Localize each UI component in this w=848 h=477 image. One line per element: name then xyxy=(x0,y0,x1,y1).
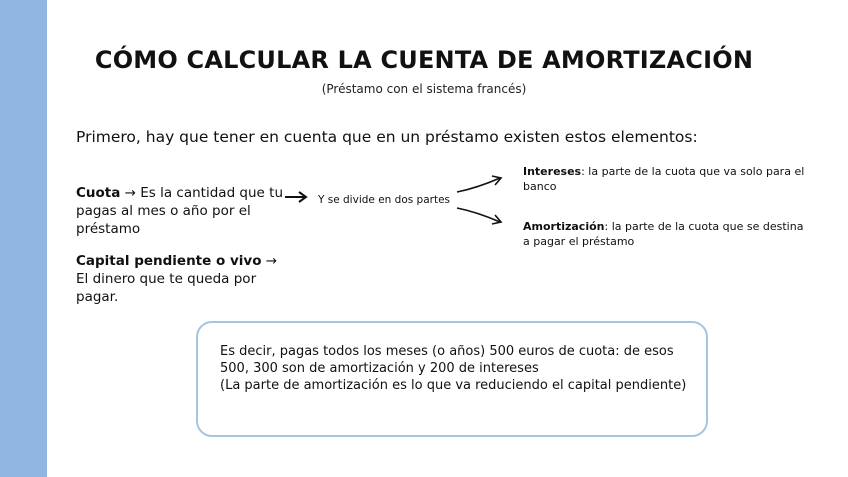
slide-title: CÓMO CALCULAR LA CUENTA DE AMORTIZACIÓN xyxy=(94,46,754,74)
definition-text: Es la cantidad que tu pagas al mes o año por el préstamo xyxy=(76,185,283,237)
definition-text: El dinero que te queda por pagar. xyxy=(76,271,257,305)
definition-term: Capital pendiente o vivo xyxy=(76,253,262,269)
split-label: Y se divide en dos partes xyxy=(318,194,451,206)
definition-capital xyxy=(76,252,288,306)
branch-term: Intereses xyxy=(523,165,582,178)
note-line: (La parte de amortización es lo que va reduciendo el capital pendiente) xyxy=(220,378,687,393)
right-arrow-icon xyxy=(284,189,310,205)
slide-subtitle: (Préstamo con el sistema francés) xyxy=(321,82,527,96)
note-line: 500, 300 son de amortización y 200 de intereses xyxy=(220,361,539,376)
definition-cuota xyxy=(76,184,288,238)
definition-term: Cuota xyxy=(76,185,121,201)
intro-text: Primero, hay que tener en cuenta que en un préstamo existen estos elementos: xyxy=(76,128,698,146)
arrow-glyph: → xyxy=(265,253,278,269)
branch-text: : la parte de la cuota que va solo para el banco xyxy=(523,165,805,193)
arrow-glyph: → xyxy=(124,185,136,201)
branch-intereses xyxy=(523,164,813,194)
branch-amortizacion xyxy=(523,219,813,249)
branch-text: : la parte de la cuota que se destina a pagar el préstamo xyxy=(523,220,804,248)
branch-term: Amortización xyxy=(523,220,605,233)
branch-arrows-icon xyxy=(455,170,505,230)
note-line: Es decir, pagas todos los meses (o años) 500 euros de cuota: de esos xyxy=(220,344,674,359)
